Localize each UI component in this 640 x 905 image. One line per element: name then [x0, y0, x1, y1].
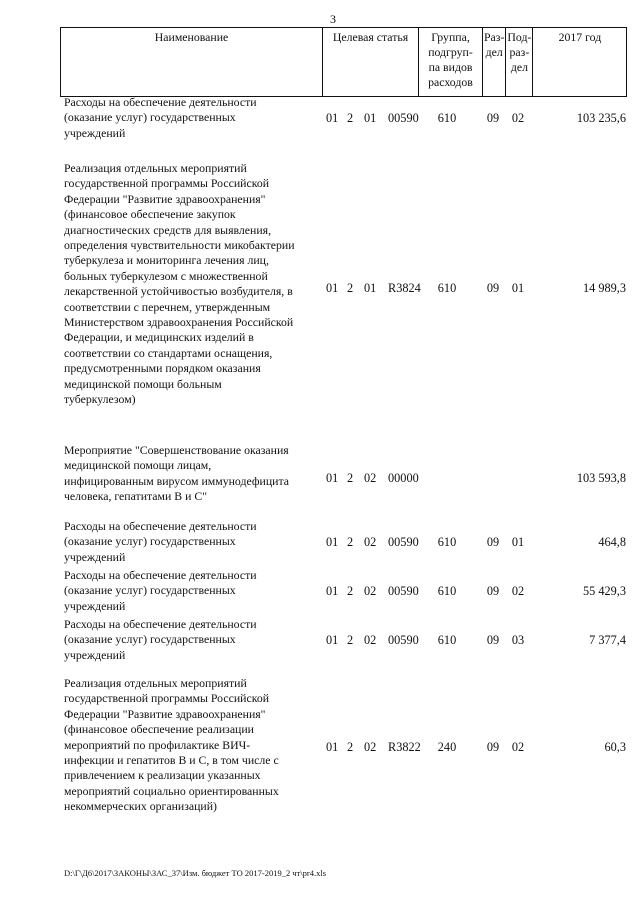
- code-program: 01: [326, 535, 339, 549]
- amount: 7 377,4: [589, 633, 626, 647]
- code-subprogram: 2: [347, 471, 354, 485]
- section: 09: [486, 633, 500, 647]
- code-program: 01: [326, 633, 339, 647]
- header-section: Раз- дел: [483, 28, 506, 97]
- row-name: Реализация отдельных мероприятий государственной программы Российской Федерации "Развитие здравоохранения" (финансовое обеспечение реализации мероприятий по профилактике ВИЧ- инфекции и гепатитов В и С, в том числе с привлечением к реализации указанных мероприятий социально ориентированных некоммерческих организаций): [64, 676, 279, 814]
- code-program: 01: [326, 471, 339, 485]
- code-event: 02: [364, 633, 377, 647]
- expense-group: 610: [437, 633, 457, 647]
- code-direction: 00590: [388, 633, 419, 647]
- code-direction: R3824: [388, 281, 421, 295]
- code-event: 02: [364, 471, 377, 485]
- header-subsection: Под- раз- дел: [506, 28, 533, 97]
- code-direction: 00590: [388, 111, 419, 125]
- code-subprogram: 2: [347, 584, 354, 598]
- header-name: Наименование: [61, 28, 323, 97]
- section: 09: [486, 281, 500, 295]
- row-name: Мероприятие "Совершенствование оказания медицинской помощи лицам, инфицированным вирусом иммунодефицита человека, гепатитами В и С": [64, 443, 289, 504]
- row-name: Расходы на обеспечение деятельности (оказание услуг) государственных учреждений: [64, 568, 257, 613]
- code-subprogram: 2: [347, 740, 354, 754]
- row-name: Расходы на обеспечение деятельности (оказание услуг) государственных учреждений: [64, 95, 257, 140]
- code-event: 02: [364, 740, 377, 754]
- code-subprogram: 2: [347, 281, 354, 295]
- subsection: 01: [511, 281, 525, 295]
- subsection: 03: [511, 633, 525, 647]
- code-direction: 00590: [388, 535, 419, 549]
- code-subprogram: 2: [347, 535, 354, 549]
- code-program: 01: [326, 740, 339, 754]
- row-name: Расходы на обеспечение деятельности (оказание услуг) государственных учреждений: [64, 519, 257, 564]
- section: 09: [486, 111, 500, 125]
- code-event: 01: [364, 281, 377, 295]
- code-direction: 00590: [388, 584, 419, 598]
- header-target-article: Целевая статья: [323, 28, 419, 97]
- subsection: 02: [511, 740, 525, 754]
- header-year: 2017 год: [533, 28, 627, 97]
- code-program: 01: [326, 281, 339, 295]
- code-program: 01: [326, 111, 339, 125]
- amount: 103 593,8: [576, 471, 626, 485]
- code-program: 01: [326, 584, 339, 598]
- subsection: 02: [511, 584, 525, 598]
- code-direction: R3822: [388, 740, 421, 754]
- amount: 55 429,3: [582, 584, 626, 598]
- file-path-footer: D:\Г\Д6\2017\ЗАКОНЫ\ЗАС_37\Изм. бюджет ТО 2017-2019_2 чт\pr4.xls: [64, 868, 327, 878]
- section: 09: [486, 740, 500, 754]
- expense-group: 610: [437, 584, 457, 598]
- code-direction: 00000: [388, 471, 419, 485]
- table-header: [60, 27, 627, 97]
- expense-group: 610: [437, 281, 457, 295]
- section: 09: [486, 584, 500, 598]
- amount: 103 235,6: [576, 111, 626, 125]
- code-subprogram: 2: [347, 633, 354, 647]
- expense-group: 610: [437, 111, 457, 125]
- amount: 464,8: [598, 535, 626, 549]
- code-subprogram: 2: [347, 111, 354, 125]
- amount: 14 989,3: [582, 281, 626, 295]
- subsection: 01: [511, 535, 525, 549]
- code-event: 01: [364, 111, 377, 125]
- expense-group: 610: [437, 535, 457, 549]
- code-event: 02: [364, 535, 377, 549]
- row-name: Реализация отдельных мероприятий государственной программы Российской Федерации "Развитие здравоохранения" (финансовое обеспечение закупок диагностических средств для выявления, определения чувствительности микобактерии туберкулеза и мониторинга лечения лиц, больных туберкулезом с множественной лекарственной устойчивостью возбудителя, в соответствии с перечнем, утвержденным Министерством здравоохранения Российской Федерации, и медицинских изделий в соответствии со стандартами оснащения, предусмотренными порядком оказания медицинской помощи больным туберкулезом): [64, 161, 295, 407]
- amount: 60,3: [604, 740, 626, 754]
- expense-group: 240: [437, 740, 457, 754]
- code-event: 02: [364, 584, 377, 598]
- subsection: 02: [511, 111, 525, 125]
- header-expense-group: Группа, подгруп- па видов расходов: [419, 28, 483, 97]
- section: 09: [486, 535, 500, 549]
- row-name: Расходы на обеспечение деятельности (оказание услуг) государственных учреждений: [64, 617, 257, 662]
- page-number: 3: [330, 12, 336, 26]
